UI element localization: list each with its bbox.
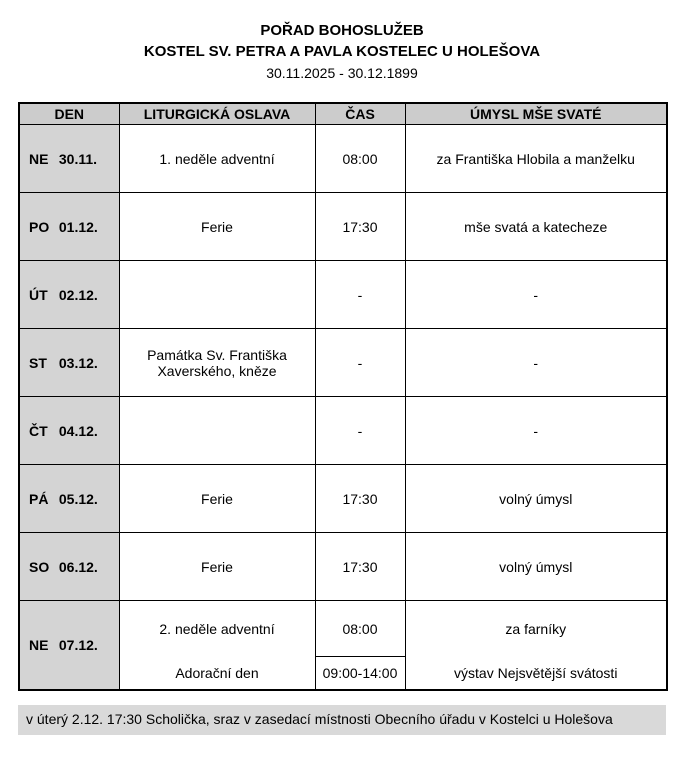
day-date: 03.12. (58, 354, 98, 371)
intention-cell: - (405, 261, 667, 329)
table-row (19, 601, 667, 657)
day-abbr: ST (29, 354, 47, 371)
page-subtitle: KOSTEL SV. PETRA A PAVLA KOSTELEC U HOLEŠOVA (143, 43, 541, 60)
day-abbr: NE (29, 150, 49, 167)
time-cell: 09:00-14:00 (315, 657, 405, 690)
liturgy-cell: 2. neděle adventní (119, 601, 315, 657)
mass-schedule-table (18, 102, 668, 691)
time-cell: 17:30 (315, 193, 405, 261)
time-cell: 17:30 (315, 465, 405, 533)
time-cell: 17:30 (315, 533, 405, 601)
intention-cell: mše svatá a katecheze (405, 193, 667, 261)
day-cell (19, 261, 119, 329)
day-date: 02.12. (58, 286, 98, 303)
intention-cell: za farníky (405, 601, 667, 657)
intention-cell: volný úmysl (405, 533, 667, 601)
day-cell (19, 465, 119, 533)
column-header-den: DEN (19, 103, 119, 125)
day-date: 05.12. (58, 490, 98, 507)
intention-cell: - (405, 329, 667, 397)
liturgy-cell: Památka Sv. Františka Xaverského, kněze (119, 329, 315, 397)
day-date: 06.12. (58, 558, 98, 575)
day-cell (19, 329, 119, 397)
day-cell (19, 601, 119, 690)
time-cell: 08:00 (315, 601, 405, 657)
day-cell (19, 397, 119, 465)
table-row (19, 397, 667, 465)
day-cell (19, 125, 119, 193)
column-header-oslava: LITURGICKÁ OSLAVA (119, 103, 315, 125)
day-abbr: PO (29, 218, 50, 235)
table-row (19, 329, 667, 397)
column-header-umysl: ÚMYSL MŠE SVATÉ (405, 103, 667, 125)
intention-cell: za Františka Hlobila a manželku (405, 125, 667, 193)
table-row (19, 125, 667, 193)
time-cell: - (315, 397, 405, 465)
day-date: 04.12. (58, 422, 98, 439)
table-row (19, 193, 667, 261)
intention-cell: výstav Nejsvětější svátosti (405, 657, 667, 690)
day-date: 01.12. (58, 218, 98, 235)
liturgy-cell (119, 397, 315, 465)
date-range: 30.11.2025 - 30.12.1899 (266, 65, 418, 81)
day-abbr: SO (29, 558, 50, 575)
day-abbr: NE (29, 636, 49, 653)
table-header-row (19, 103, 667, 125)
liturgy-cell: Ferie (119, 465, 315, 533)
table-row (19, 533, 667, 601)
column-header-cas: ČAS (315, 103, 405, 125)
liturgy-cell: Ferie (119, 193, 315, 261)
liturgy-cell (119, 261, 315, 329)
table-row (19, 465, 667, 533)
time-cell: - (315, 329, 405, 397)
day-cell (19, 533, 119, 601)
announcement-note: v úterý 2.12. 17:30 Scholička, sraz v zasedací místnosti Obecního úřadu v Kostelci u Holešova (18, 705, 666, 735)
intention-cell: volný úmysl (405, 465, 667, 533)
table-row (19, 261, 667, 329)
time-cell: 08:00 (315, 125, 405, 193)
time-cell: - (315, 261, 405, 329)
intention-cell: - (405, 397, 667, 465)
day-date: 30.11. (58, 150, 98, 167)
day-cell (19, 193, 119, 261)
liturgy-cell: 1. neděle adventní (119, 125, 315, 193)
liturgy-cell: Ferie (119, 533, 315, 601)
liturgy-cell: Adorační den (119, 657, 315, 690)
day-abbr: ÚT (29, 286, 48, 303)
page-header (18, 20, 666, 84)
day-abbr: PÁ (29, 490, 49, 507)
page-title: POŘAD BOHOSLUŽEB (260, 22, 424, 39)
day-date: 07.12. (58, 636, 98, 653)
day-abbr: ČT (29, 422, 48, 439)
